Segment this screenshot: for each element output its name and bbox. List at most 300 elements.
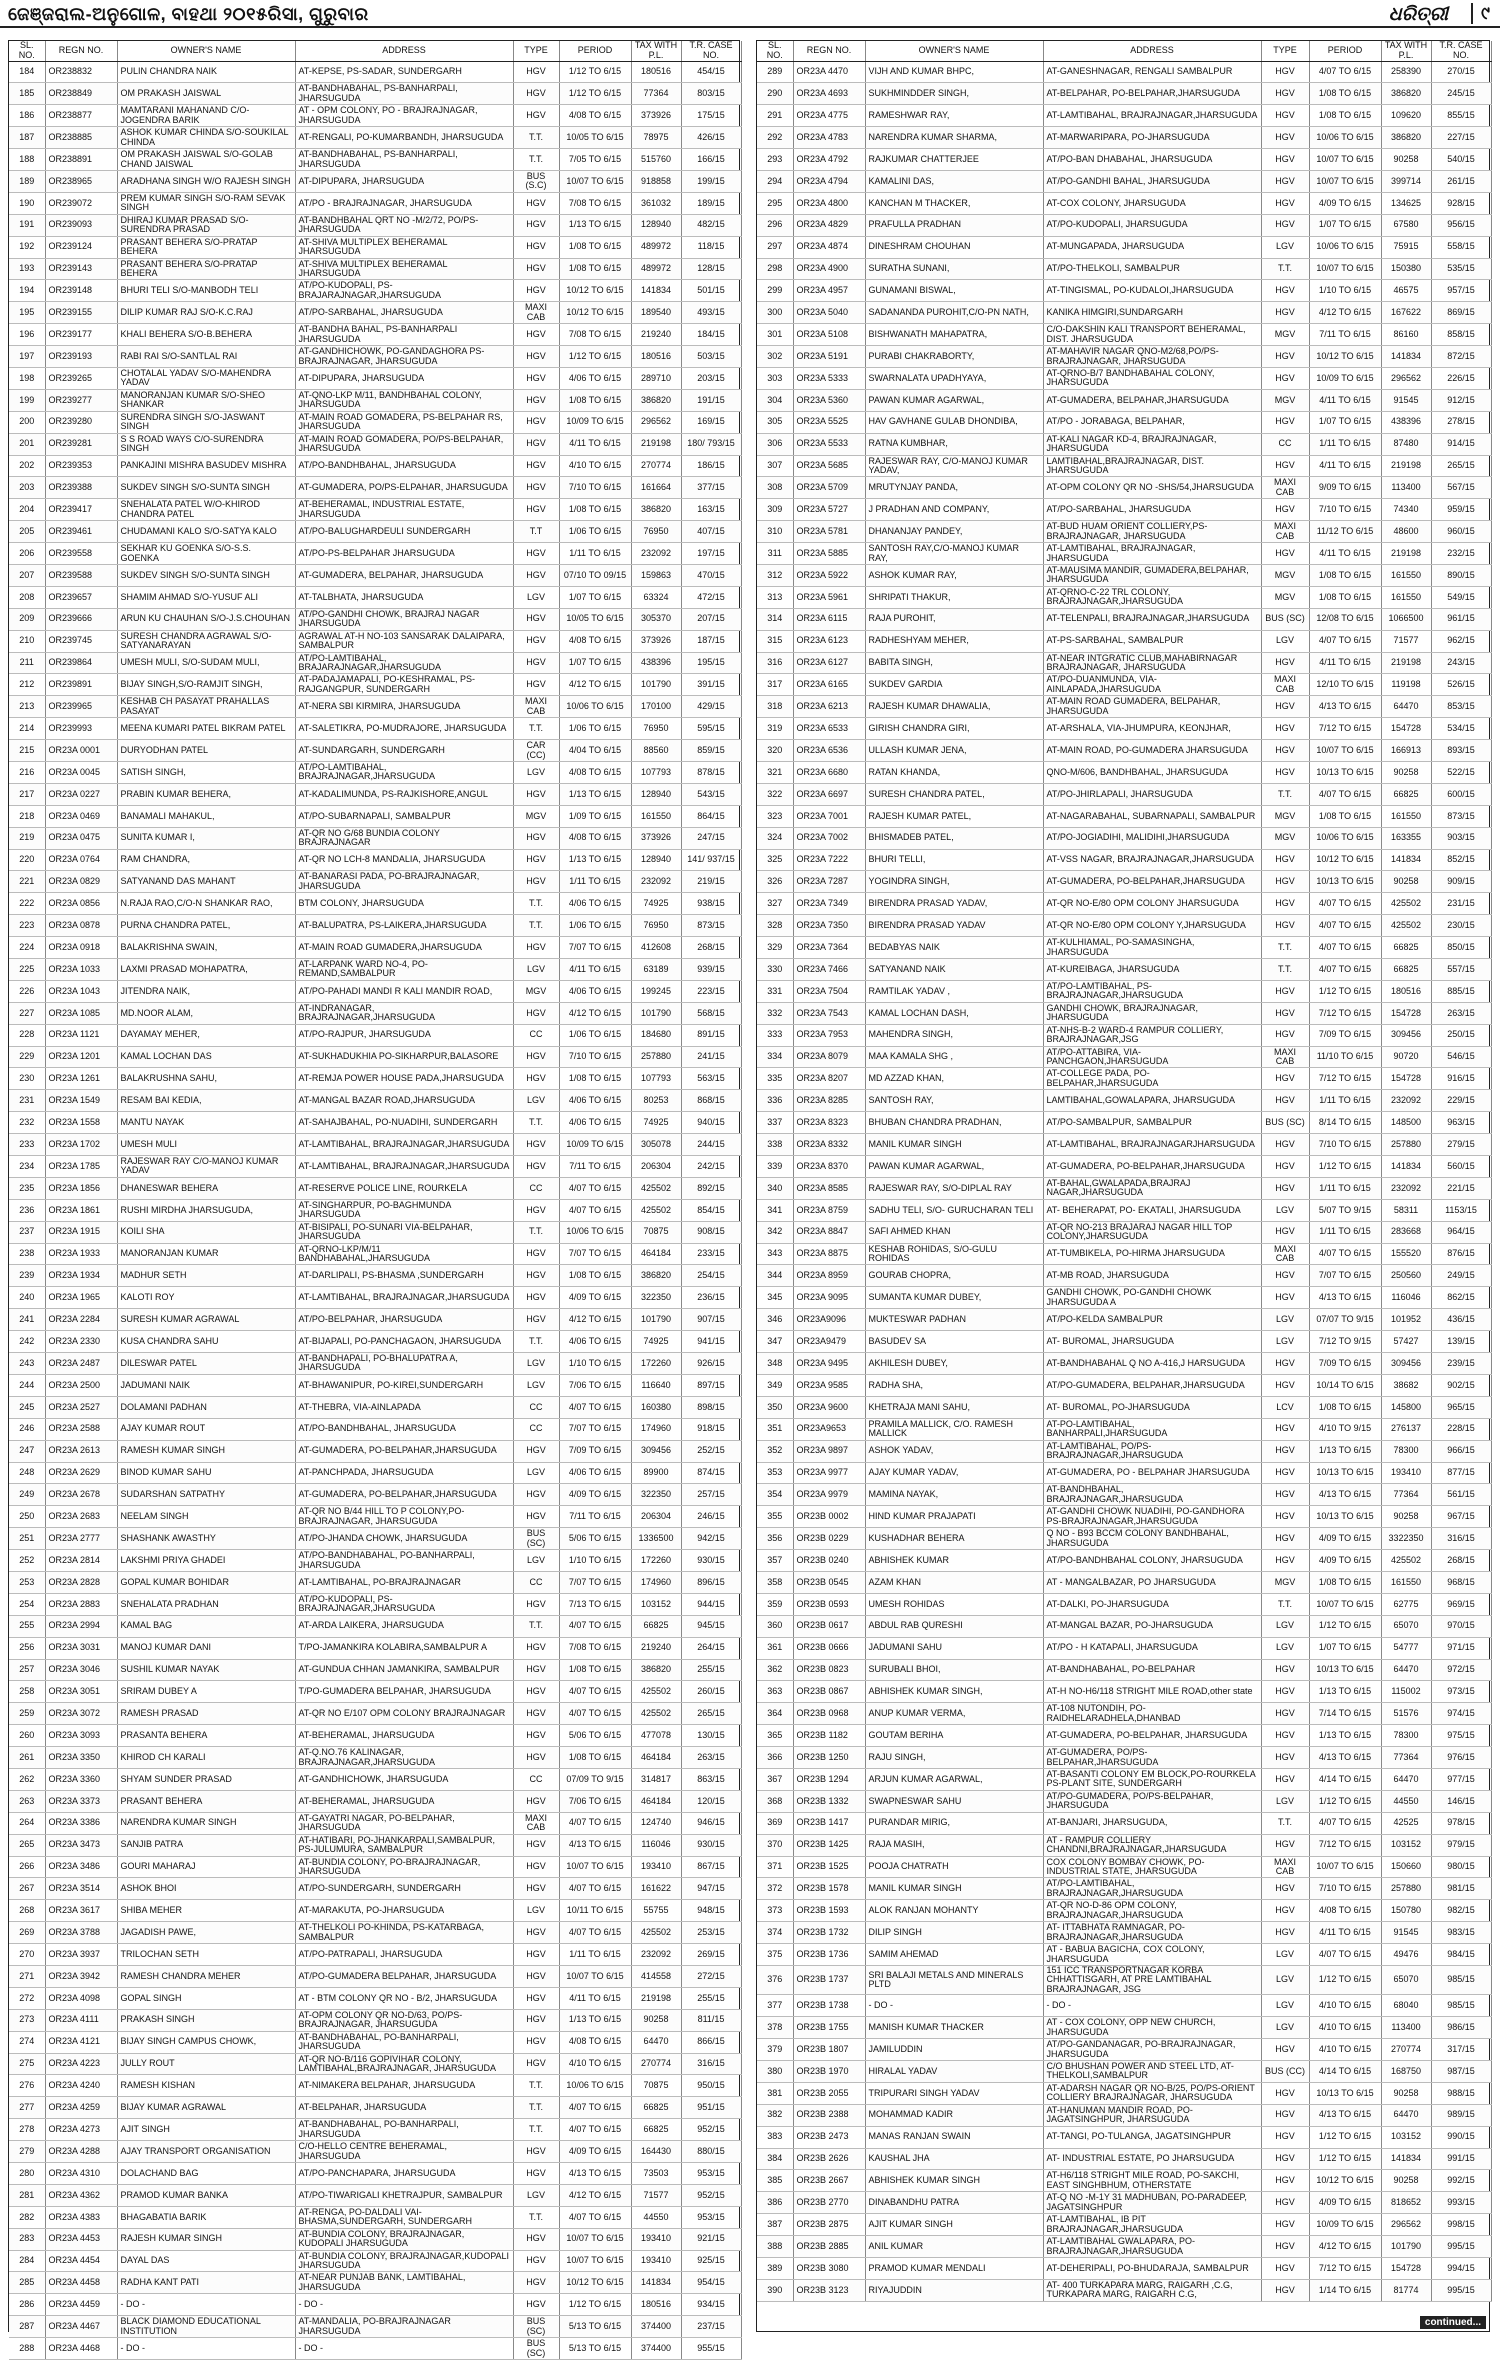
cell-sl-no: 311 <box>757 543 793 565</box>
cell-sl-no: 189 <box>9 170 45 192</box>
table-row <box>757 915 1491 937</box>
cell-address: AT-ARDA LAIKERA, JHARSUGUDA <box>295 1615 513 1637</box>
cell-regn-no: OR23A 0764 <box>45 849 117 871</box>
table-row <box>9 1046 741 1068</box>
cell-regn-no: OR239093 <box>45 214 117 236</box>
table-row <box>9 2163 741 2185</box>
cell-vehicle-type: HGV <box>513 1659 559 1681</box>
cell-vehicle-type: HGV <box>513 674 559 696</box>
cell-vehicle-type: CC <box>513 1768 559 1790</box>
cell-address: AT-GANDHI CHOWK NUADIHI, PO-GANDHORA PS-BRAJRAJNAGAR,JHARSUGUDA <box>1043 1506 1261 1528</box>
table-row <box>9 1265 741 1287</box>
cell-tax-amount: 44550 <box>631 2206 681 2228</box>
cell-owner-name: AJIT KUMAR SINGH <box>865 2214 1043 2236</box>
table-row <box>757 105 1491 127</box>
cell-regn-no: OR23A 5525 <box>793 411 865 433</box>
cell-owner-name: PURNA CHANDRA PATEL, <box>117 915 295 937</box>
cell-regn-no: OR239155 <box>45 302 117 324</box>
cell-regn-no: OR23B 1182 <box>793 1725 865 1747</box>
cell-regn-no: OR23A 1861 <box>45 1199 117 1221</box>
cell-vehicle-type: HGV <box>513 1134 559 1156</box>
cell-owner-name: BHURI TELI S/O-MANBODH TELI <box>117 280 295 302</box>
cell-case-no: 244/15 <box>681 1134 741 1156</box>
cell-regn-no: OR23A 6123 <box>793 630 865 652</box>
cell-sl-no: 259 <box>9 1703 45 1725</box>
cell-case-no: 257/15 <box>681 1484 741 1506</box>
cell-tax-amount: 386820 <box>631 1659 681 1681</box>
cell-regn-no: OR23A 4775 <box>793 105 865 127</box>
cell-sl-no: 385 <box>757 2170 793 2192</box>
cell-case-no: 265/15 <box>1431 455 1491 477</box>
table-row <box>9 1922 741 1944</box>
cell-period: 4/08 TO 6/15 <box>559 105 631 127</box>
cell-tax-amount: 155520 <box>1381 1243 1431 1265</box>
cell-regn-no: OR238832 <box>45 61 117 83</box>
cell-vehicle-type: HGV <box>513 2228 559 2250</box>
cell-sl-no: 348 <box>757 1353 793 1375</box>
cell-address: AT/PO-PS-BELPAHAR JHARSUGUDA <box>295 543 513 565</box>
table-row <box>757 214 1491 236</box>
cell-sl-no: 326 <box>757 871 793 893</box>
cell-vehicle-type: T.T. <box>513 1221 559 1243</box>
cell-owner-name: KAMAL BAG <box>117 1615 295 1637</box>
cell-case-no: 967/15 <box>1431 1506 1491 1528</box>
cell-tax-amount: 141834 <box>1381 346 1431 368</box>
vehicle-tax-table-right <box>757 41 1492 2302</box>
cell-owner-name: PRAMOD KUMAR MENDALI <box>865 2257 1043 2279</box>
cell-sl-no: 383 <box>757 2126 793 2148</box>
table-row <box>9 2250 741 2272</box>
cell-regn-no: OR23B 1737 <box>793 1965 865 1994</box>
cell-sl-no: 266 <box>9 1856 45 1878</box>
table-row <box>757 236 1491 258</box>
cell-address: AT-OPM COLONY QR NO -SHS/54,JHARSUGUDA <box>1043 477 1261 499</box>
cell-tax-amount: 148500 <box>1381 1112 1431 1134</box>
table-row <box>9 105 741 127</box>
cell-period: 4/07 TO 6/15 <box>1309 1944 1381 1966</box>
cell-owner-name: NARENDRA KUMAR SHARMA, <box>865 127 1043 149</box>
cell-case-no: 867/15 <box>681 1856 741 1878</box>
cell-regn-no: OR23B 1250 <box>793 1747 865 1769</box>
cell-owner-name: J PRADHAN AND COMPANY, <box>865 499 1043 521</box>
cell-address: AT/PO-LAMTIBAHAL, BRAJRAJNAGAR,JHARSUGUDA <box>295 762 513 784</box>
cell-address: AT-BANDHABAHAL, PO-BANHARPALI, JHARSUGUDA <box>295 2031 513 2053</box>
cell-tax-amount: 74340 <box>1381 499 1431 521</box>
cell-vehicle-type: HGV <box>1261 1418 1309 1440</box>
cell-address: AT-BEHERAMAL, JHARSUGUDA <box>295 1790 513 1812</box>
table-row <box>9 1418 741 1440</box>
cell-owner-name: CHOTALAL YADAV S/O-MAHENDRA YADAV <box>117 367 295 389</box>
cell-period: 10/09 TO 6/15 <box>559 1134 631 1156</box>
cell-owner-name: HAV GAVHANE GULAB DHONDIBA, <box>865 411 1043 433</box>
cell-owner-name: GOURI MAHARAJ <box>117 1856 295 1878</box>
cell-regn-no: OR23A 6165 <box>793 674 865 696</box>
cell-case-no: 180/ 793/15 <box>681 433 741 455</box>
cell-tax-amount: 103152 <box>1381 2126 1431 2148</box>
newspaper-logo: ଧରିତ୍ରୀ <box>1388 3 1448 25</box>
table-row <box>757 1725 1491 1747</box>
cell-regn-no: OR23A 5781 <box>793 521 865 543</box>
cell-address: AT - BABUA BAGICHA, COX COLONY, JHARSUGUDA <box>1043 1944 1261 1966</box>
cell-sl-no: 320 <box>757 740 793 762</box>
cell-period: 4/04 TO 6/15 <box>559 740 631 762</box>
cell-sl-no: 308 <box>757 477 793 499</box>
cell-vehicle-type: HGV <box>1261 543 1309 565</box>
table-row <box>9 805 741 827</box>
cell-regn-no: OR23A 0469 <box>45 805 117 827</box>
cell-regn-no: OR239353 <box>45 455 117 477</box>
cell-owner-name: JULLY ROUT <box>117 2053 295 2075</box>
cell-regn-no: OR23B 2626 <box>793 2148 865 2170</box>
cell-sl-no: 356 <box>757 1528 793 1550</box>
cell-period: 10/12 TO 6/15 <box>1309 849 1381 871</box>
cell-period: 4/12 TO 6/15 <box>559 1002 631 1024</box>
cell-vehicle-type: T.T. <box>1261 959 1309 981</box>
cell-case-no: 970/15 <box>1431 1615 1491 1637</box>
table-row <box>757 127 1491 149</box>
cell-vehicle-type: T.T. <box>513 718 559 740</box>
cell-regn-no: OR23A 2883 <box>45 1593 117 1615</box>
cell-tax-amount: 66825 <box>1381 783 1431 805</box>
cell-owner-name: BABITA SINGH, <box>865 652 1043 674</box>
cell-address: AT-GANESHNAGAR, RENGALI SAMBALPUR <box>1043 61 1261 83</box>
cell-sl-no: 283 <box>9 2228 45 2250</box>
cell-address: AT-QR NO G/68 BUNDIA COLONY BRAJRAJNAGAR <box>295 827 513 849</box>
cell-vehicle-type: HGV <box>1261 696 1309 718</box>
cell-period: 1/06 TO 6/15 <box>559 521 631 543</box>
cell-sl-no: 285 <box>9 2272 45 2294</box>
cell-owner-name: BALAKRISHNA SWAIN, <box>117 937 295 959</box>
cell-period: 1/13 TO 6/15 <box>559 2009 631 2031</box>
cell-address: AT-BUNDIA COLONY, BRAJRAJNAGAR, KUDOPALI JHARSUGUDA <box>295 2228 513 2250</box>
cell-period: 10/06 TO 6/15 <box>1309 127 1381 149</box>
cell-regn-no: OR23A 5040 <box>793 302 865 324</box>
cell-regn-no: OR239281 <box>45 433 117 455</box>
cell-address: AT-GUMADERA, PO-BELPAHAR,JHARSUGUDA <box>295 1484 513 1506</box>
cell-owner-name: ULLASH KUMAR JENA, <box>865 740 1043 762</box>
cell-sl-no: 290 <box>757 83 793 105</box>
cell-regn-no: OR23A 4783 <box>793 127 865 149</box>
cell-period: 10/12 TO 6/15 <box>1309 346 1381 368</box>
cell-case-no: 874/15 <box>681 1462 741 1484</box>
cell-address: AT-GUMADERA, PO/PS-BELPAHAR,JHARSUGUDA <box>1043 1747 1261 1769</box>
column-header-tax-amount: TAX WITH P.L. <box>1381 41 1431 61</box>
cell-period: 4/14 TO 6/15 <box>1309 2060 1381 2082</box>
cell-vehicle-type: HGV <box>513 1681 559 1703</box>
cell-address: AT-QNO-LKP M/11, BANDHBAHAL COLONY, JHARSUGUDA <box>295 389 513 411</box>
cell-tax-amount: 322350 <box>631 1484 681 1506</box>
cell-regn-no: OR23A 6697 <box>793 783 865 805</box>
cell-tax-amount: 309456 <box>631 1440 681 1462</box>
cell-owner-name: KUSA CHANDRA SAHU <box>117 1331 295 1353</box>
cell-period: 10/06 TO 6/15 <box>1309 236 1381 258</box>
cell-tax-amount: 161664 <box>631 477 681 499</box>
cell-owner-name: KUSHADHAR BEHERA <box>865 1528 1043 1550</box>
cell-vehicle-type: HGV <box>1261 1221 1309 1243</box>
cell-vehicle-type: HGV <box>513 1309 559 1331</box>
cell-owner-name: - DO - <box>117 2294 295 2316</box>
cell-tax-amount: 438396 <box>631 652 681 674</box>
cell-period: 4/07 TO 6/15 <box>1309 937 1381 959</box>
cell-regn-no: OR23A 2683 <box>45 1506 117 1528</box>
table-row <box>9 521 741 543</box>
cell-tax-amount: 77364 <box>1381 1747 1431 1769</box>
cell-case-no: 811/15 <box>681 2009 741 2031</box>
cell-sl-no: 292 <box>757 127 793 149</box>
cell-regn-no: OR23A 2330 <box>45 1331 117 1353</box>
cell-tax-amount: 51576 <box>1381 1703 1431 1725</box>
cell-case-no: 855/15 <box>1431 105 1491 127</box>
table-row <box>757 2236 1491 2258</box>
cell-address: AT-BHAWANIPUR, PO-KIREI,SUNDERGARH <box>295 1374 513 1396</box>
cell-tax-amount: 164430 <box>631 2141 681 2163</box>
cell-tax-amount: 296562 <box>1381 367 1431 389</box>
table-row <box>9 346 741 368</box>
cell-sl-no: 319 <box>757 718 793 740</box>
cell-regn-no: OR23A 4470 <box>793 61 865 83</box>
table-row <box>9 1550 741 1572</box>
cell-owner-name: MANORANJAN KUMAR <box>117 1243 295 1265</box>
cell-address: AT-THEBRA, VIA-AINLAPADA <box>295 1396 513 1418</box>
cell-owner-name: MEENA KUMARI PATEL BIKRAM PATEL <box>117 718 295 740</box>
cell-vehicle-type: LGV <box>513 586 559 608</box>
cell-regn-no: OR23A 6680 <box>793 762 865 784</box>
cell-address: AT/PO-BALUGHARDEULI SUNDERGARH <box>295 521 513 543</box>
cell-owner-name: ANIL KUMAR <box>865 2236 1043 2258</box>
cell-address: AT-MAUSIMA MANDIR, GUMADERA,BELPAHAR, JHARSUGUDA <box>1043 564 1261 586</box>
table-row <box>9 280 741 302</box>
cell-address: AT/PO-KUDOPALI, JHARSUGUDA <box>1043 214 1261 236</box>
cell-owner-name: RESAM BAI KEDIA, <box>117 1090 295 1112</box>
cell-period: 4/07 TO 6/15 <box>559 1199 631 1221</box>
cell-tax-amount: 64470 <box>1381 2104 1431 2126</box>
cell-regn-no: OR238885 <box>45 127 117 149</box>
cell-tax-amount: 68040 <box>1381 1995 1431 2017</box>
cell-sl-no: 363 <box>757 1681 793 1703</box>
cell-owner-name: SANJIB PATRA <box>117 1834 295 1856</box>
cell-address: AT-MB ROAD, JHARSUGUDA <box>1043 1265 1261 1287</box>
cell-period: 4/06 TO 6/15 <box>559 1462 631 1484</box>
cell-tax-amount: 414558 <box>631 1965 681 1987</box>
cell-vehicle-type: HGV <box>1261 280 1309 302</box>
cell-vehicle-type: HGV <box>1261 61 1309 83</box>
cell-regn-no: OR23A 4693 <box>793 83 865 105</box>
cell-period: 10/12 TO 6/15 <box>559 280 631 302</box>
cell-vehicle-type: HGV <box>513 1199 559 1221</box>
cell-sl-no: 321 <box>757 762 793 784</box>
cell-owner-name: PURANDAR MIRIG, <box>865 1812 1043 1834</box>
cell-address: AT-MANDALIA, PO-BRAJRAJNAGAR JHARSUGUDA <box>295 2316 513 2338</box>
cell-address: AT/PO-PATRAPALI, JHARSUGUDA <box>295 1944 513 1966</box>
cell-address: AT-MANGAL BAZAR ROAD,JHARSUGUDA <box>295 1090 513 1112</box>
cell-tax-amount: 113400 <box>1381 2017 1431 2039</box>
table-row <box>757 192 1491 214</box>
table-row <box>757 1462 1491 1484</box>
cell-tax-amount: 150780 <box>1381 1900 1431 1922</box>
cell-period: 1/07 TO 6/15 <box>1309 411 1381 433</box>
cell-case-no: 985/15 <box>1431 1995 1491 2017</box>
table-row <box>9 1965 741 1987</box>
cell-vehicle-type: HGV <box>513 543 559 565</box>
cell-regn-no: OR23A 0829 <box>45 871 117 893</box>
cell-case-no: 243/15 <box>1431 652 1491 674</box>
cell-owner-name: MRUTYNJAY PANDA, <box>865 477 1043 499</box>
cell-address: AT-BANDHABAHAL, PS-BANHARPALI, JHARSUGUDA <box>295 149 513 171</box>
cell-vehicle-type: HGV <box>1261 2257 1309 2279</box>
table-row <box>9 2097 741 2119</box>
cell-address: AT-BIJAPALI, PO-PANCHAGAON, JHARSUGUDA <box>295 1331 513 1353</box>
cell-tax-amount: 167622 <box>1381 302 1431 324</box>
cell-tax-amount: 296562 <box>1381 2214 1431 2236</box>
cell-sl-no: 318 <box>757 696 793 718</box>
cell-tax-amount: 124740 <box>631 1812 681 1834</box>
cell-address: AT-QRNO-LKP/M/11 BANDHABAHAL,JHARSUGUDA <box>295 1243 513 1265</box>
cell-owner-name: SWAPNESWAR SAHU <box>865 1790 1043 1812</box>
cell-owner-name: MANIL KUMAR SINGH <box>865 1878 1043 1900</box>
cell-vehicle-type: HGV <box>1261 1922 1309 1944</box>
cell-sl-no: 216 <box>9 762 45 784</box>
cell-sl-no: 256 <box>9 1637 45 1659</box>
cell-case-no: 247/15 <box>681 827 741 849</box>
cell-period: 4/11 TO 6/15 <box>559 1987 631 2009</box>
cell-address: AT-PADAJAMAPALI, PO-KESHRAMAL, PS-RAJGANGPUR, SUNDERGARH <box>295 674 513 696</box>
cell-regn-no: OR23A 5360 <box>793 389 865 411</box>
cell-sl-no: 239 <box>9 1265 45 1287</box>
cell-owner-name: RAJKUMAR CHATTERJEE <box>865 149 1043 171</box>
cell-sl-no: 201 <box>9 433 45 455</box>
cell-tax-amount: 66825 <box>1381 959 1431 981</box>
cell-owner-name: RAJA MASIH, <box>865 1834 1043 1856</box>
table-row <box>757 827 1491 849</box>
cell-period: 4/11 TO 6/15 <box>559 433 631 455</box>
cell-sl-no: 242 <box>9 1331 45 1353</box>
cell-owner-name: MANTU NAYAK <box>117 1112 295 1134</box>
cell-period: 7/11 TO 6/15 <box>1309 324 1381 346</box>
cell-owner-name: SAMIM AHEMAD <box>865 1944 1043 1966</box>
cell-regn-no: OR23A 8875 <box>793 1243 865 1265</box>
cell-owner-name: KESHAB CH PASAYAT PRAHALLAS PASAYAT <box>117 696 295 718</box>
cell-tax-amount: 232092 <box>631 543 681 565</box>
cell-owner-name: RAJESWAR RAY, C/O-MANOJ KUMAR YADAV, <box>865 455 1043 477</box>
cell-period: 10/13 TO 6/15 <box>1309 1506 1381 1528</box>
cell-tax-amount: 163355 <box>1381 827 1431 849</box>
cell-sl-no: 193 <box>9 258 45 280</box>
cell-regn-no: OR23A 9977 <box>793 1462 865 1484</box>
cell-tax-amount: 180516 <box>631 2294 681 2316</box>
table-row <box>9 783 741 805</box>
table-row <box>9 1462 741 1484</box>
column-header-vehicle-type: TYPE <box>1261 41 1309 61</box>
cell-tax-amount: 425502 <box>631 1922 681 1944</box>
table-row <box>9 1681 741 1703</box>
cell-case-no: 561/15 <box>1431 1484 1491 1506</box>
cell-owner-name: JITENDRA NAIK, <box>117 980 295 1002</box>
cell-address: BTM COLONY, JHARSUGUDA <box>295 893 513 915</box>
table-row <box>757 1593 1491 1615</box>
cell-sl-no: 341 <box>757 1199 793 1221</box>
table-row <box>9 1331 741 1353</box>
cell-case-no: 242/15 <box>681 1156 741 1178</box>
cell-regn-no: OR23A 4111 <box>45 2009 117 2031</box>
table-row <box>9 1440 741 1462</box>
table-row <box>757 1484 1491 1506</box>
cell-vehicle-type: HGV <box>513 1002 559 1024</box>
cell-tax-amount: 386820 <box>631 499 681 521</box>
column-header-period: PERIOD <box>1309 41 1381 61</box>
cell-tax-amount: 373926 <box>631 630 681 652</box>
cell-tax-amount: 161550 <box>1381 564 1431 586</box>
cell-sl-no: 240 <box>9 1287 45 1309</box>
cell-period: 4/10 TO 6/15 <box>1309 2017 1381 2039</box>
cell-owner-name: KHIROD CH KARALI <box>117 1747 295 1769</box>
cell-case-no: 197/15 <box>681 543 741 565</box>
cell-owner-name: AKHILESH DUBEY, <box>865 1353 1043 1375</box>
cell-regn-no: OR23A 3093 <box>45 1725 117 1747</box>
column-header-tax-amount: TAX WITH P.L. <box>631 41 681 61</box>
cell-case-no: 912/15 <box>1431 389 1491 411</box>
cell-regn-no: OR23A 1965 <box>45 1287 117 1309</box>
cell-address: C/O BHUSHAN POWER AND STEEL LTD, AT-THELKOLI,SAMBALPUR <box>1043 2060 1261 2082</box>
cell-vehicle-type: T.T. <box>513 2097 559 2119</box>
cell-sl-no: 301 <box>757 324 793 346</box>
cell-period: 7/12 TO 6/15 <box>1309 1002 1381 1024</box>
cell-address: AT-TELENPALI, BRAJRAJNAGAR,JHARSUGUDA <box>1043 608 1261 630</box>
cell-sl-no: 306 <box>757 433 793 455</box>
cell-regn-no: OR23A 7222 <box>793 849 865 871</box>
cell-vehicle-type: BUS (S.C) <box>513 170 559 192</box>
table-row <box>9 586 741 608</box>
cell-period: 10/07 TO 6/15 <box>559 1856 631 1878</box>
cell-period: 10/06 TO 6/15 <box>559 696 631 718</box>
cell-regn-no: OR23A 7002 <box>793 827 865 849</box>
cell-regn-no: OR23B 1970 <box>793 2060 865 2082</box>
cell-period: 4/13 TO 6/15 <box>1309 1287 1381 1309</box>
cell-vehicle-type: T.T. <box>513 893 559 915</box>
cell-address: AT-KALI NAGAR KD-4, BRAJRAJNAGAR, JHARSUGUDA <box>1043 433 1261 455</box>
cell-case-no: 260/15 <box>681 1681 741 1703</box>
cell-regn-no: OR239745 <box>45 630 117 652</box>
table-row <box>757 324 1491 346</box>
cell-sl-no: 272 <box>9 1987 45 2009</box>
cell-case-no: 223/15 <box>681 980 741 1002</box>
table-row <box>9 324 741 346</box>
cell-address: Q NO - B93 BCCM COLONY BANDHBAHAL, JHARSUGUDA <box>1043 1528 1261 1550</box>
cell-sl-no: 270 <box>9 1944 45 1966</box>
cell-case-no: 534/15 <box>1431 718 1491 740</box>
cell-address: AT-BANDHABAHAL, PO-BANHARPALI, JHARSUGUDA <box>295 2119 513 2141</box>
cell-address: AT/PO-BANDHABAHAL, PO-BANHARPALI, JHARSUGUDA <box>295 1550 513 1572</box>
cell-sl-no: 251 <box>9 1528 45 1550</box>
cell-address: AT-LAMTIBAHAL, BRAJRAJNAGAR,JHARSUGUDA <box>295 1156 513 1178</box>
cell-regn-no: OR239558 <box>45 543 117 565</box>
cell-regn-no: OR23B 2875 <box>793 2214 865 2236</box>
cell-vehicle-type: HGV <box>1261 1353 1309 1375</box>
cell-sl-no: 278 <box>9 2119 45 2141</box>
cell-sl-no: 214 <box>9 718 45 740</box>
cell-vehicle-type: LGV <box>1261 1331 1309 1353</box>
cell-tax-amount: 77364 <box>1381 1484 1431 1506</box>
cell-owner-name: SURESH CHANDRA PATEL, <box>865 783 1043 805</box>
cell-address: AT-GUMADERA, PO/PS-ELPAHAR, JHARSUGUDA <box>295 477 513 499</box>
cell-case-no: 878/15 <box>681 762 741 784</box>
cell-tax-amount: 48600 <box>1381 521 1431 543</box>
cell-case-no: 237/15 <box>681 2316 741 2338</box>
cell-sl-no: 260 <box>9 1725 45 1747</box>
cell-tax-amount: 257880 <box>631 1046 681 1068</box>
cell-period: 1/07 TO 6/15 <box>1309 1637 1381 1659</box>
cell-sl-no: 364 <box>757 1703 793 1725</box>
cell-tax-amount: 386820 <box>631 1265 681 1287</box>
